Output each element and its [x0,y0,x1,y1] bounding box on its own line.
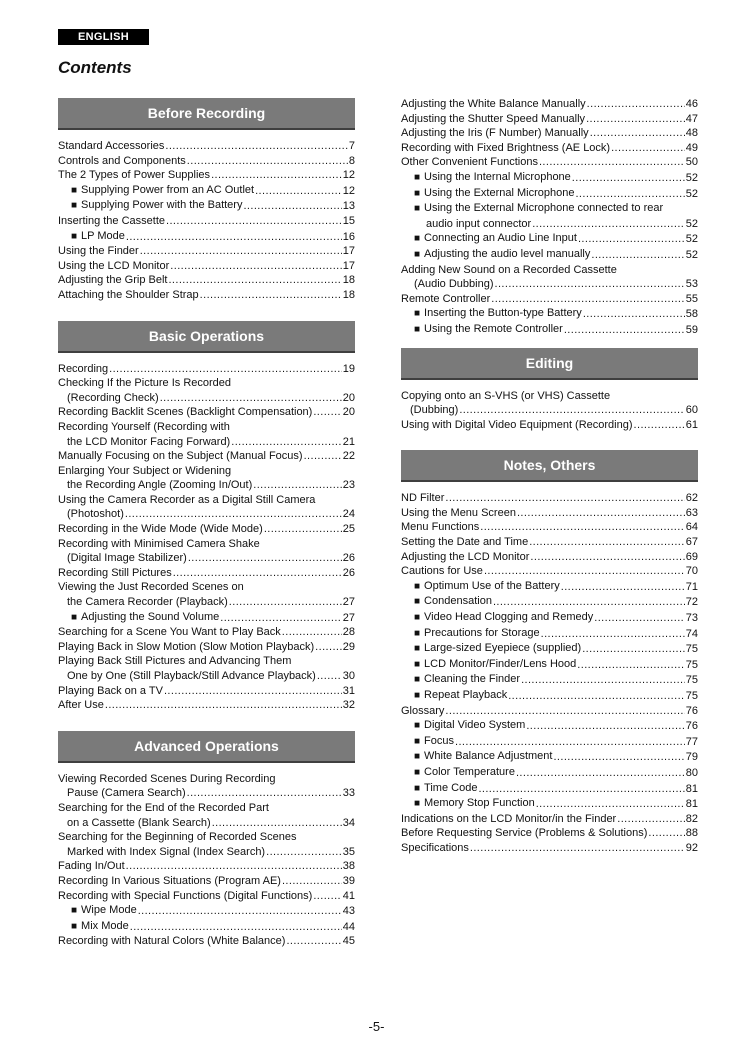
section-header-editing: Editing [401,348,698,380]
toc-entry[interactable]: Fading In/Out ..... 38 [58,859,355,874]
toc-subentry[interactable]: ■ Inserting the Button-type Battery ..... 58 [401,306,698,322]
section-before-recording [58,98,355,303]
toc-subentry[interactable]: audio input connector ..... 52 [401,217,698,232]
toc-list [58,763,355,949]
toc-entry[interactable]: Inserting the Cassette ..... 15 [58,214,355,229]
toc-entry-line[interactable]: Playing Back Still Pictures and Advancing Them [58,655,292,668]
page-number: -5- [368,1019,385,1034]
toc-subentry[interactable]: ■ Repeat Playback ..... 75 [401,688,698,704]
toc-subentry[interactable]: ■ Memory Stop Function ..... 81 [401,796,698,812]
toc-entry[interactable]: Using the Menu Screen ..... 63 [401,506,698,521]
toc-entry[interactable]: After Use ..... 32 [58,698,355,713]
toc-entry[interactable]: Recording in the Wide Mode (Wide Mode) ..... 25 [58,522,355,537]
toc-entry[interactable]: Adjusting the Shutter Speed Manually ..... 47 [401,112,698,127]
toc-subentry[interactable]: ■ Video Head Clogging and Remedy ..... 73 [401,610,698,626]
toc-entry[interactable]: Recording with Fixed Brightness (AE Lock) ..... 49 [401,141,698,156]
toc-entry[interactable]: Recording with Natural Colors (White Balance) ..... 45 [58,934,355,949]
toc-entry[interactable]: The 2 Types of Power Supplies ..... 12 [58,168,355,183]
toc-entry[interactable]: Glossary ..... 76 [401,704,698,719]
toc-subentry[interactable]: ■ Color Temperature ..... 80 [401,765,698,781]
toc-subentry[interactable]: ■ Connecting an Audio Line Input ..... 52 [401,231,698,247]
toc-entry[interactable]: Other Convenient Functions ..... 50 [401,155,698,170]
toc-entry[interactable]: the Camera Recorder (Playback) ..... 27 [58,595,355,610]
toc-entry[interactable]: on a Cassette (Blank Search) ..... 34 [58,816,355,831]
toc-entry-line[interactable]: Checking If the Picture Is Recorded [58,377,232,390]
toc-entry[interactable]: Using the Finder ..... 17 [58,244,355,259]
toc-entry[interactable]: (Digital Image Stabilizer) ..... 26 [58,551,355,566]
toc-entry[interactable]: Cautions for Use ..... 70 [401,564,698,579]
toc-entry-line[interactable]: Copying onto an S-VHS (or VHS) Cassette [401,389,611,402]
toc-entry[interactable]: Adjusting the Grip Belt ..... 18 [58,273,355,288]
section-header-notes-others: Notes, Others [401,450,698,482]
toc-subentry[interactable]: ■ Using the Remote Controller ..... 59 [401,322,698,338]
toc-entry[interactable]: Standard Accessories ..... 7 [58,139,355,154]
toc-subentry[interactable]: ■ Large-sized Eyepiece (supplied) ..... 75 [401,641,698,657]
section-editing [401,348,698,433]
toc-entry[interactable]: Marked with Index Signal (Index Search) ..... 35 [58,845,355,860]
toc-entry[interactable]: Recording ..... 19 [58,362,355,377]
toc-subentry[interactable]: ■ Supplying Power with the Battery ..... 13 [58,198,355,214]
toc-entry-line[interactable]: Searching for the End of the Recorded Part [58,801,269,814]
toc-entry[interactable]: Manually Focusing on the Subject (Manual Focus) ..... 22 [58,449,355,464]
toc-entry[interactable]: Playing Back in Slow Motion (Slow Motion Playback) ..... 29 [58,640,355,655]
toc-subentry[interactable]: ■ Condensation ..... 72 [401,594,698,610]
toc-entry[interactable]: Setting the Date and Time ..... 67 [401,535,698,550]
toc-entry[interactable]: ND Filter ..... 62 [401,491,698,506]
language-badge: ENGLISH [58,29,149,45]
section-notes-others [401,450,698,855]
toc-entry[interactable]: Playing Back on a TV ..... 31 [58,684,355,699]
toc-subentry[interactable]: ■ Cleaning the Finder ..... 75 [401,672,698,688]
toc-list [401,482,698,855]
toc-subentry[interactable]: ■ Supplying Power from an AC Outlet ..... 12 [58,183,355,199]
toc-subentry[interactable]: ■ Using the External Microphone ..... 52 [401,186,698,202]
toc-entry[interactable]: Attaching the Shoulder Strap ..... 18 [58,288,355,303]
toc-subentry[interactable]: ■ Focus ..... 77 [401,734,698,750]
toc-entry-line[interactable]: Viewing the Just Recorded Scenes on [58,581,244,594]
toc-entry-line[interactable]: Viewing Recorded Scenes During Recording [58,772,276,785]
right-column [401,97,698,856]
toc-entry[interactable]: Recording with Special Functions (Digital Functions) ..... 41 [58,889,355,904]
toc-entry-line[interactable]: Enlarging Your Subject or Widening [58,464,232,477]
toc-entry[interactable]: Adjusting the White Balance Manually ..... 46 [401,97,698,112]
toc-entry[interactable]: Adjusting the LCD Monitor ..... 69 [401,550,698,565]
toc-subentry[interactable]: ■ Optimum Use of the Battery ..... 71 [401,579,698,595]
section-header-basic-operations: Basic Operations [58,321,355,353]
toc-entry[interactable]: the LCD Monitor Facing Forward) ..... 21 [58,435,355,450]
toc-entry[interactable]: Before Requesting Service (Problems & Solutions) ..... 88 [401,826,698,841]
section-header-advanced-operations: Advanced Operations [58,731,355,763]
section-advanced-continued [401,97,698,338]
toc-subentry[interactable]: ■ White Balance Adjustment ..... 79 [401,749,698,765]
toc-entry[interactable]: Remote Controller ..... 55 [401,292,698,307]
toc-entry[interactable]: Adjusting the Iris (F Number) Manually ..... 48 [401,126,698,141]
toc-entry-line[interactable]: Searching for the Beginning of Recorded Scenes [58,831,297,844]
toc-subentry[interactable]: ■ Adjusting the Sound Volume ..... 27 [58,610,355,626]
toc-entry-line[interactable]: Adding New Sound on a Recorded Cassette [401,263,617,276]
toc-entry[interactable]: (Recording Check) ..... 20 [58,391,355,406]
toc-list [401,97,698,338]
toc-subentry[interactable]: ■ Time Code ..... 81 [401,781,698,797]
toc-list [58,353,355,713]
toc-list [401,380,698,433]
toc-entry[interactable]: Controls and Components ..... 8 [58,154,355,169]
toc-subentry[interactable]: ■ LCD Monitor/Finder/Lens Hood ..... 75 [401,657,698,673]
toc-entry-line[interactable]: Recording with Minimised Camera Shake [58,537,260,550]
toc-entry[interactable]: Pause (Camera Search) ..... 33 [58,786,355,801]
section-advanced-operations [58,731,355,949]
toc-subentry[interactable]: ■ Adjusting the audio level manually ..... 52 [401,247,698,263]
toc-entry[interactable]: Indications on the LCD Monitor/in the Finder ..... 82 [401,812,698,827]
toc-entry-line[interactable]: Recording Yourself (Recording with [58,420,230,433]
toc-subentry[interactable]: ■ Wipe Mode ..... 43 [58,903,355,919]
left-column [58,98,355,949]
toc-entry[interactable]: One by One (Still Playback/Still Advance Playback) ..... 30 [58,669,355,684]
toc-entry[interactable]: Searching for a Scene You Want to Play Back ..... 28 [58,625,355,640]
toc-subentry[interactable]: ■ Using the Internal Microphone ..... 52 [401,170,698,186]
toc-entry[interactable]: Recording Backlit Scenes (Backlight Compensation) ..... 20 [58,405,355,420]
toc-entry[interactable]: Recording Still Pictures ..... 26 [58,566,355,581]
toc-subentry[interactable]: ■ Digital Video System ..... 76 [401,718,698,734]
toc-entry[interactable]: Using with Digital Video Equipment (Recording) ..... 61 [401,418,698,433]
toc-entry[interactable]: the Recording Angle (Zooming In/Out) ..... 23 [58,478,355,493]
section-header-before-recording: Before Recording [58,98,355,130]
toc-entry[interactable]: (Audio Dubbing) ..... 53 [401,277,698,292]
toc-entry[interactable]: Menu Functions ..... 64 [401,520,698,535]
toc-subentry[interactable]: ■ Mix Mode ..... 44 [58,919,355,935]
toc-entry[interactable]: Recording In Various Situations (Program AE) ..... 39 [58,874,355,889]
toc-entry[interactable]: Using the LCD Monitor ..... 17 [58,259,355,274]
toc-entry-line[interactable]: Using the Camera Recorder as a Digital Still Camera [58,493,316,506]
page-title: Contents [58,58,132,77]
toc-subentry-line[interactable]: ■ Using the External Microphone connected to rear [401,201,698,217]
section-basic-operations [58,321,355,713]
toc-subentry[interactable]: ■ Precautions for Storage ..... 74 [401,626,698,642]
toc-entry[interactable]: Specifications ..... 92 [401,841,698,856]
toc-entry[interactable]: (Photoshot) ..... 24 [58,507,355,522]
toc-list [58,130,355,303]
toc-subentry[interactable]: ■ LP Mode ..... 16 [58,229,355,245]
toc-entry[interactable]: (Dubbing) ..... 60 [401,403,698,418]
